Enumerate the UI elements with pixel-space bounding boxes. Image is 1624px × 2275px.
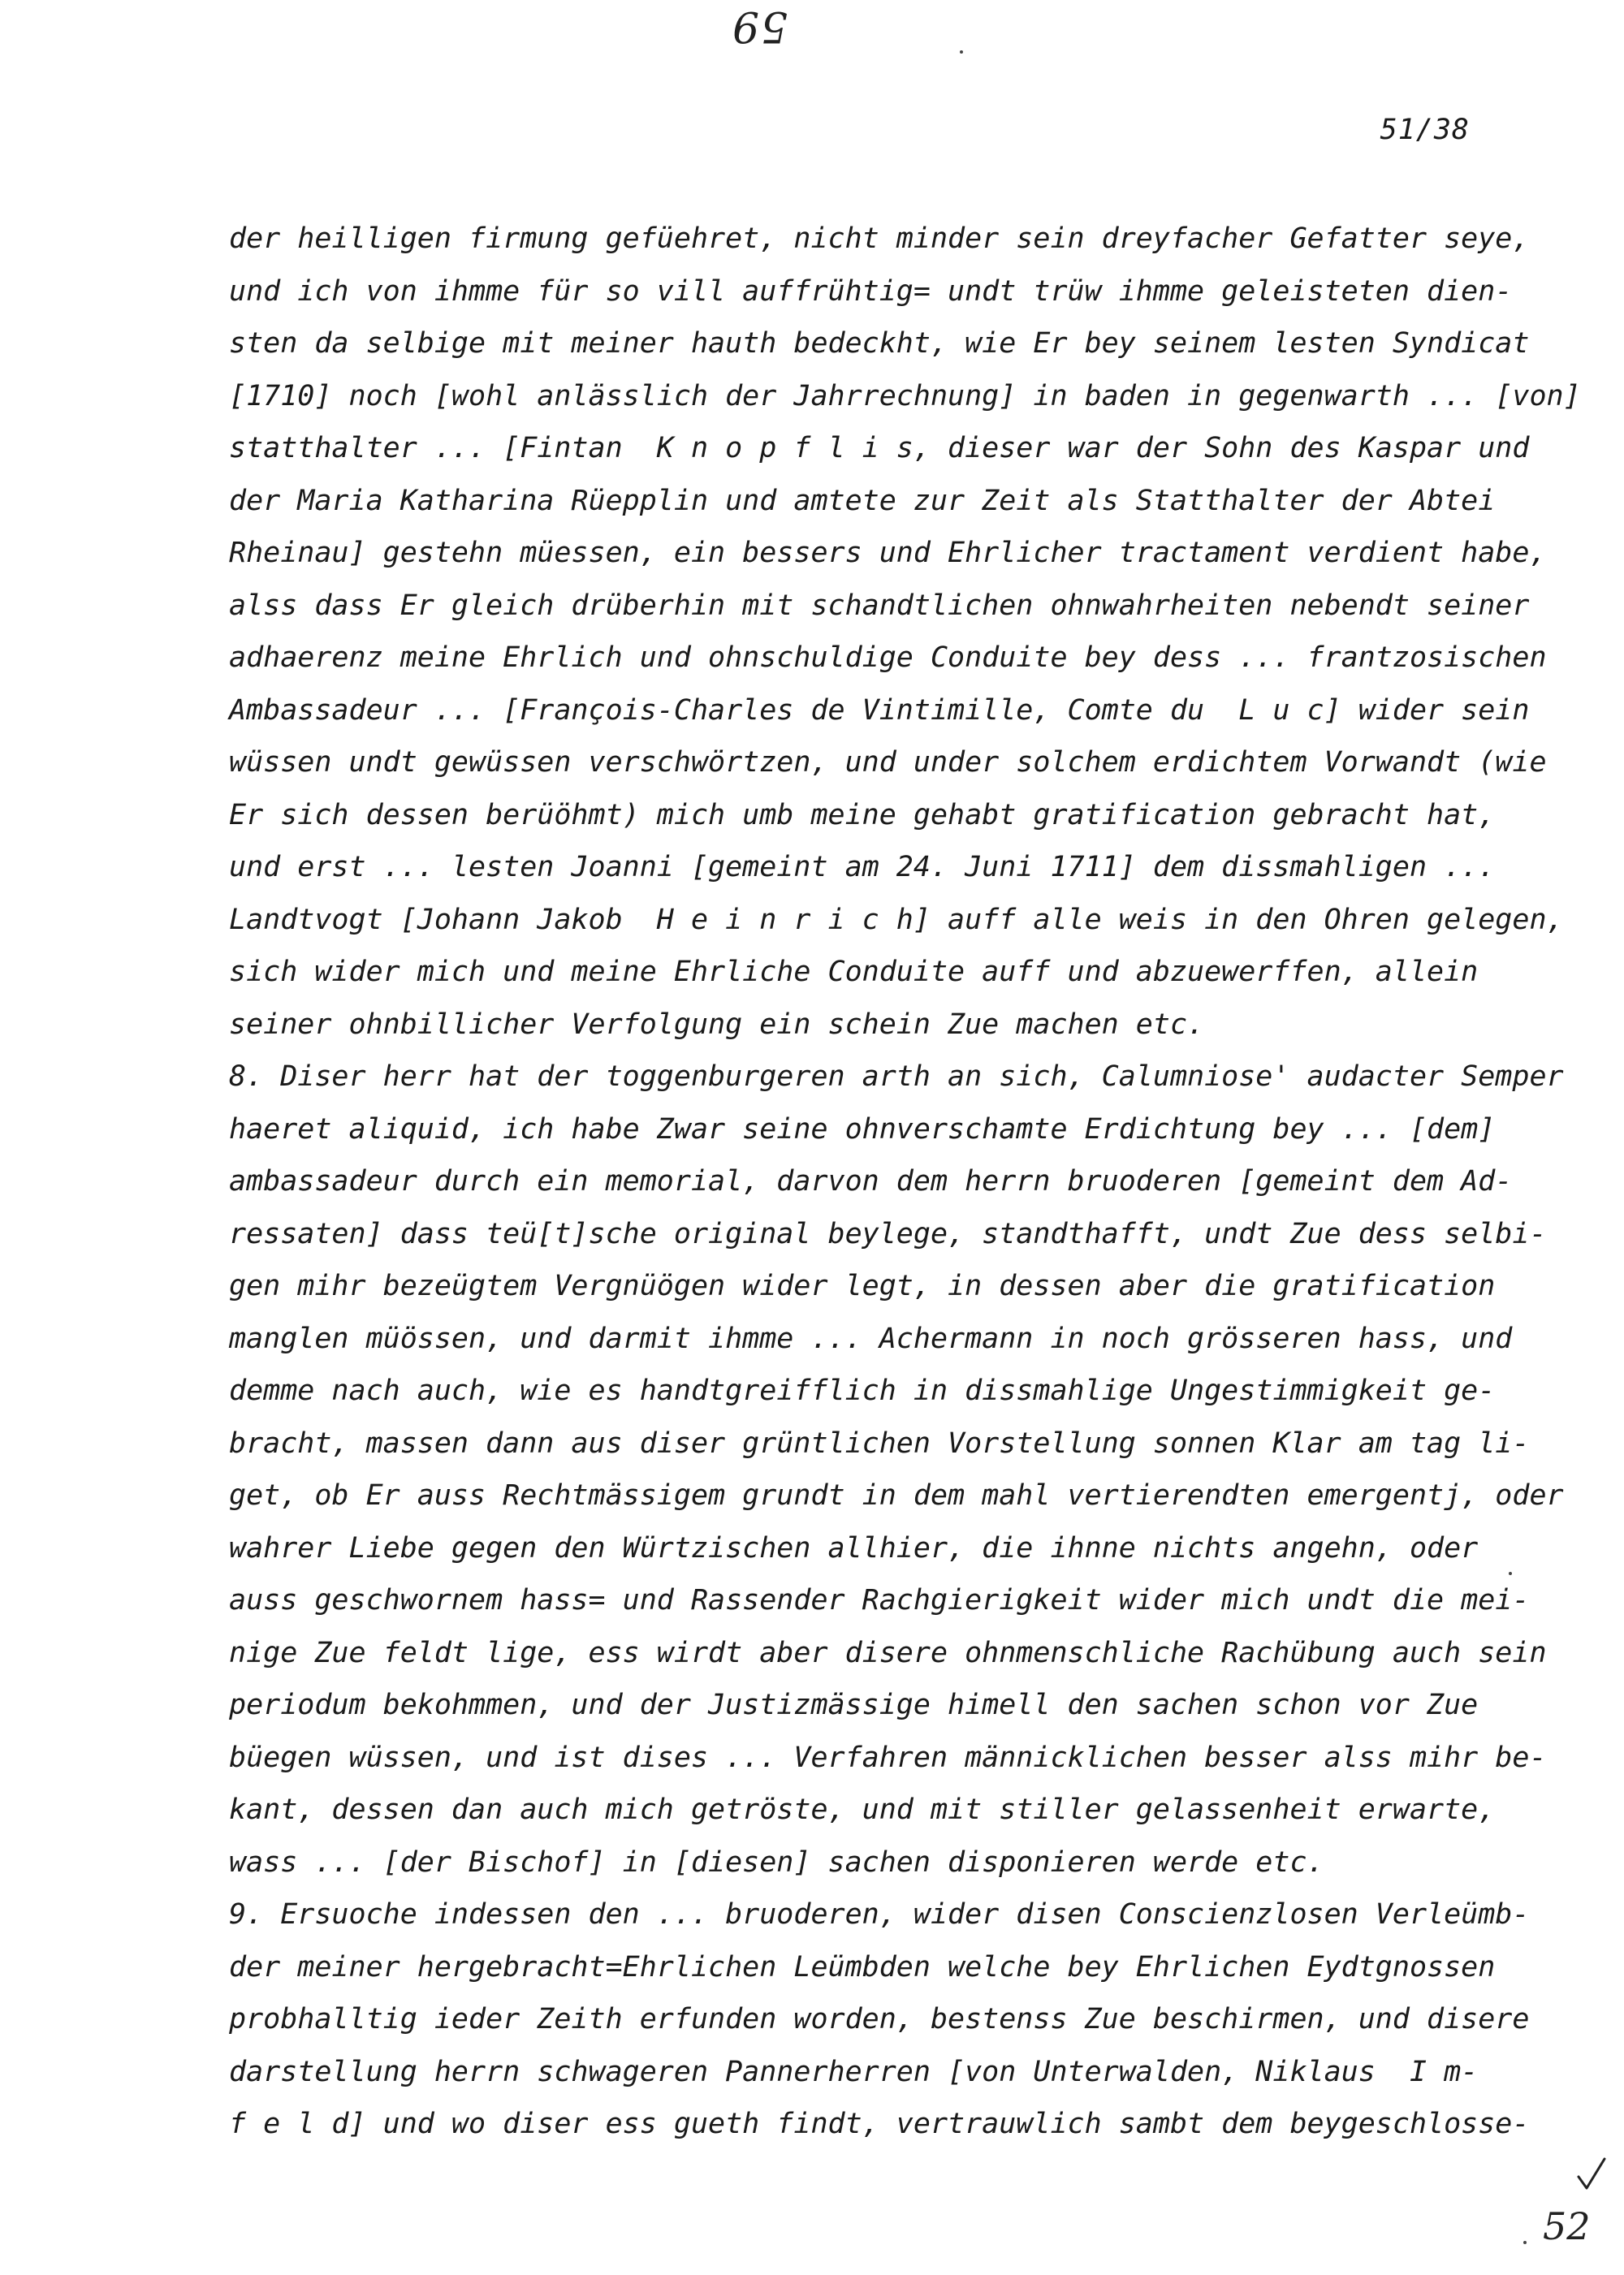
check-mark-icon: [1575, 2156, 1608, 2195]
text-line: 8. Diser herr hat der toggenburgeren arth an sich, Calumniose' audacter Semper: [229, 1060, 1564, 1093]
text-line: get, ob Er auss Rechtmässigem grundt in dem mahl vertierendten emergentj, oder: [229, 1479, 1564, 1512]
text-line: der heilligen firmung gefüehret, nicht minder sein dreyfacher Gefatter seye,: [229, 222, 1530, 255]
text-line: der Maria Katharina Rüepplin und amtete zur Zeit als Statthalter der Abtei: [229, 484, 1496, 517]
text-line: und ich von ihmme für so vill auffrühtig= undt trüw ihmme geleisteten dien-: [229, 274, 1513, 308]
text-line: Ambassadeur ... [François-Charles de Vintimille, Comte du L u c] wider sein: [229, 693, 1530, 727]
text-line: ressaten] dass teü[t]sche original beylege, standthafft, undt Zue dess selbi-: [229, 1217, 1547, 1250]
text-line: sich wider mich und meine Ehrliche Conduite auff und abzuewerffen, allein: [229, 956, 1479, 988]
text-line: wahrer Liebe gegen den Würtzischen allhier, die ihnne nichts angehn, oder: [229, 1531, 1479, 1565]
page-number: 51/38: [1380, 114, 1470, 146]
text-line: demme nach auch, wie es handtgreifflich in dissmahlige Ungestimmigkeit ge-: [229, 1375, 1496, 1407]
text-line: 9. Ersuoche indessen den ... bruoderen, wider disen Conscienzlosen Verleümb-: [229, 1898, 1530, 1931]
text-line: alss dass Er gleich drüberhin mit schandtlichen ohnwahrheiten nebendt seiner: [229, 589, 1530, 622]
text-line: wass ... [der Bischof] in [diesen] sachen disponieren werde etc.: [229, 1845, 1324, 1879]
text-line: haeret aliquid, ich habe Zwar seine ohnverschamte Erdichtung bey ... [dem]: [229, 1112, 1496, 1146]
text-line: probhalltig ieder Zeith erfunden worden, bestenss Zue beschirmen, und disere: [229, 2003, 1530, 2035]
text-line: wüssen undt gewüssen verschwörtzen, und under solchem erdichtem Vorwandt (wie: [229, 746, 1547, 779]
text-line: [1710] noch [wohl anlässlich der Jahrrechnung] in baden in gegenwarth ... [von]: [229, 379, 1581, 412]
text-line: kant, dessen dan auch mich getröste, und mit stiller gelassenheit erwarte,: [229, 1794, 1496, 1826]
handwritten-folio-note-bottom: 52: [1543, 2204, 1591, 2248]
text-line: der meiner hergebracht=Ehrlichen Leümbden welche bey Ehrlichen Eydtgnossen: [229, 1950, 1496, 1984]
text-line: Rheinau] gestehn müessen, ein bessers und Ehrlicher tractament verdient habe,: [229, 537, 1547, 569]
scan-speck: [960, 50, 963, 54]
text-line: statthalter ... [Fintan K n o p f l i s, dieser war der Sohn des Kaspar und: [229, 432, 1530, 464]
text-line: ambassadeur durch ein memorial, darvon dem herrn bruoderen [gemeint dem Ad-: [229, 1165, 1513, 1198]
text-line: adhaerenz meine Ehrlich und ohnschuldige Conduite bey dess ... frantzosischen: [229, 641, 1547, 674]
text-line: nige Zue feldt lige, ess wirdt aber disere ohnmenschliche Rachübung auch sein: [229, 1636, 1547, 1669]
text-line: sten da selbige mit meiner hauth bedeckht, wie Er bey seinem lesten Syndicat: [229, 327, 1530, 360]
text-line: bracht, massen dann aus diser grüntlichen Vorstellung sonnen Klar am tag li-: [229, 1427, 1530, 1460]
body-text: [229, 213, 1581, 2151]
text-line: periodum bekohmmen, und der Justizmässige himell den sachen schon vor Zue: [229, 1689, 1479, 1721]
text-line: seiner ohnbillicher Verfolgung ein schein Zue machen etc.: [229, 1008, 1205, 1041]
text-line: auss geschwornem hass= und Rassender Rachgierigkeit wider mich undt die mei-: [229, 1584, 1530, 1617]
text-line: manglen müössen, und darmit ihmme ... Achermann in noch grösseren hass, und: [229, 1322, 1513, 1355]
scan-speck: [1523, 2241, 1527, 2244]
handwritten-folio-note-top: 59: [731, 2, 788, 50]
text-line: darstellung herrn schwageren Pannerherren [von Unterwalden, Niklaus I m-: [229, 2055, 1479, 2088]
text-line: f e l d] und wo diser ess gueth findt, vertrauwlich sambt dem beygeschlosse-: [229, 2108, 1530, 2140]
text-line: Landtvogt [Johann Jakob H e i n r i c h] auff alle weis in den Ohren gelegen,: [229, 903, 1564, 936]
text-line: Er sich dessen berüöhmt) mich umb meine gehabt gratification gebracht hat,: [229, 798, 1496, 831]
text-line: und erst ... lesten Joanni [gemeint am 24. Juni 1711] dem dissmahligen ...: [229, 851, 1496, 883]
text-line: gen mihr bezeügtem Vergnüögen wider legt, in dessen aber die gratification: [229, 1270, 1496, 1302]
text-line: büegen wüssen, und ist dises ... Verfahren männicklichen besser alss mihr be-: [229, 1741, 1547, 1774]
